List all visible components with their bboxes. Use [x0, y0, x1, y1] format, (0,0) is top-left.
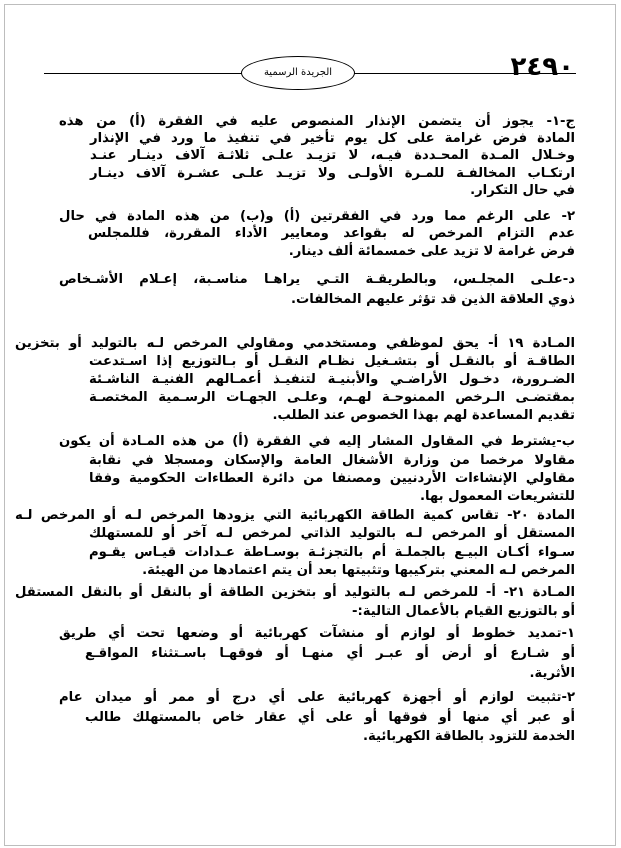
body-line: الضـرورة، دخـول الأراضـي والأبنيـة لتنفيـذ أعمـالهم الفنيـة الناشـئة: [89, 372, 575, 387]
body-line: ٢-تثبيت لوازم أو أجهزة كهربائية على أي درج أو ممر أو ميدان عام: [59, 690, 575, 705]
body-line: للتشريعات المعمول بها.: [419, 489, 575, 504]
body-line: سـواء أكـان البيـع بالجملـة أم بالتجزئـة بوسـاطة عـدادات قيـاس يقـوم: [89, 545, 575, 560]
body-line: بمقتضـى الـرخص الممنوحـة لهـم، وعلـى الجهـات الرسـمية المختصـة: [89, 390, 575, 405]
body-line: ج-١- يجوز أن يتضمن الإنذار المنصوص عليه في الفقرة (أ) من هذه: [59, 114, 575, 129]
body-line: مقاولا مرخصا من وزارة الأشغال العامة والإسكان ومسجلا في نقابة: [89, 453, 575, 468]
body-line: المـادة ٢١- أ- للمرخص لـه بالتوليد أو بتخزين الطاقة أو بالنقل أو بالنقل المستقل: [15, 585, 575, 600]
body-line: المادة ٢٠- تقاس كمية الطاقة الكهربائية التي يزودها المرخص لـه أو المرخص لـه: [15, 508, 575, 523]
body-line: تقديم المساعدة لهم بهذا الخصوص عند الطلب.: [272, 408, 575, 423]
body-line: الأثرية.: [529, 666, 575, 681]
body-line: المادة فرض غرامة على كل يوم تأخير في تنفيذ ما ورد في الإنذار: [90, 131, 575, 146]
body-line: الخدمة للتزود بالطاقة الكهربائية.: [363, 729, 575, 744]
body-line: المستقل أو المرخص لـه بالتوليد الذاتي لمرخص لـه آخر أو للمستهلك: [89, 526, 575, 541]
body-line: ٢- على الرغم مما ورد في الفقرتين (أ) و(ب) من هذه المادة في حال: [59, 209, 575, 224]
body-line: ب-يشترط في المقاول المشار إليه في الفقرة (أ) من هذه المـادة أن يكون: [59, 434, 575, 449]
gazette-title: الجريدة الرسمية: [263, 67, 333, 78]
body-line: وخـلال المـدة المحـددة فيـه، لا تزيـد علـى ثلاثـة آلاف دينـار عنـد: [90, 148, 575, 163]
body-line: فرض غرامة لا تزيد على خمسمائة ألف دينار.: [288, 244, 575, 259]
body-line: عدم التزام المرخص له بقواعد ومعايير الأداء المقررة، فللمجلس: [88, 226, 575, 241]
body-line: أو عبر أي منها أو فوقها أو على أي عقار خاص بالمستهلك طالب: [85, 710, 575, 725]
body-line: المـادة ١٩ أ- يحق لموظفي ومستخدمي ومقاولي المرخص لـه بالتوليد أو بتخزين: [15, 336, 575, 351]
body-line: ذوي العلاقة الذين قد تؤثر عليهم المخالفات.: [291, 292, 575, 307]
body-line: أو شـارع أو أرض أو عبـر أي منهـا أو فوقهـا باسـتثناء المواقـع: [85, 646, 575, 661]
page-number: ٢٤٩٠: [510, 52, 574, 82]
body-line: د-علـى المجلـس، وبالطريقـة التـي يراهـا مناسـبة، إعـلام الأشـخاص: [59, 272, 575, 287]
body-line: أو بالتوزيع القيام بالأعمال التالية:-: [352, 604, 575, 619]
body-line: ١-تمديد خطوط أو لوازم أو منشآت كهربائية أو وضعها تحت أي طريق: [59, 626, 575, 641]
body-line: في حال التكرار.: [470, 183, 575, 198]
body-line: ارتكـاب المخالفـة للمـرة الأولـى ولا تزيـد علـى عشـرة آلاف دينـار: [90, 166, 575, 181]
body-line: المرخص لـه المعني بتركيبها وتثبيتها بعد أن يتم اعتمادها من الهيئة.: [142, 563, 575, 578]
body-line: الطاقـة أو بالنقـل أو بتشـغيل نظـام النقـل أو بـالتوزيع إذا اسـتدعت: [89, 354, 575, 369]
body-line: مقاولي الإنشاءات الأردنيين ومصنفا من دائرة العطاءات الحكومية وفقا: [89, 471, 575, 486]
